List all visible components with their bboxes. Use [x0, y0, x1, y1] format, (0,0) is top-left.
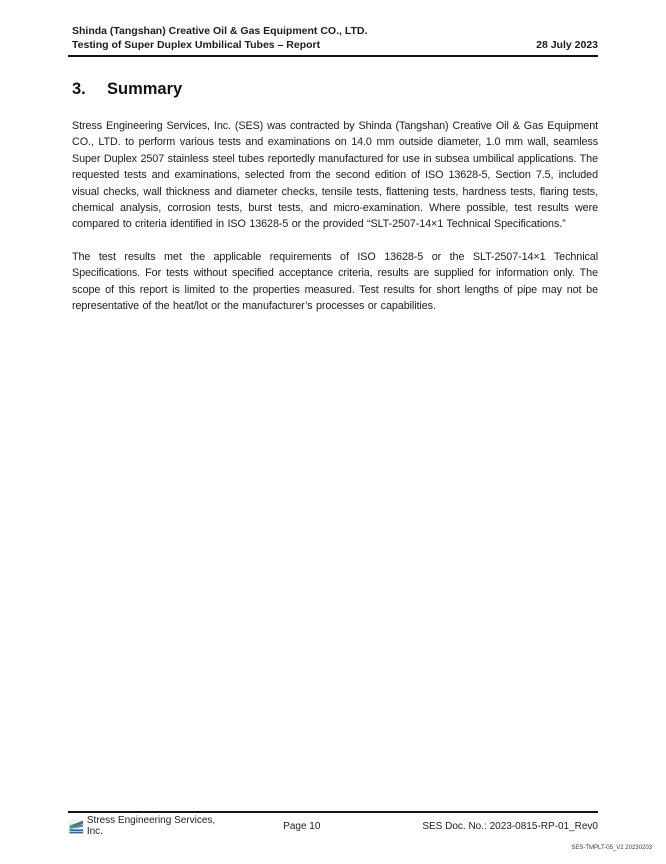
header-company: Shinda (Tangshan) Creative Oil & Gas Equipment CO., LTD.	[72, 25, 368, 37]
header-title-row	[68, 38, 598, 52]
header-doc-title: Testing of Super Duplex Umbilical Tubes – Report	[72, 39, 321, 51]
summary-body	[72, 118, 598, 330]
page-header	[68, 24, 598, 57]
summary-paragraph-1: Stress Engineering Services, Inc. (SES) was contracted by Shinda (Tangshan) Creative Oil & Gas Equipment CO., LTD. to perform various tests and examinations on 14.0 mm outside diameter, 1.0 mm wall, seamless Super Duplex 2507 stainless steel tubes reportedly manufactured for use in subsea umbilical applications. The requested tests and examinations, selected from the second edition of ISO 13628-5, Section 7.5, included visual checks, wall thickness and diameter checks, tensile tests, flattening tests, hardness tests, flaring tests, chemical analysis, corrosion tests, burst tests, and micro-examination. Where possible, test results were compared to criteria identified in ISO 13628-5 or the provided “SLT-2507-14×1 Technical Specifications.”	[72, 120, 598, 231]
footer-template-reference: SES-TMPLT-05_V2 20230203	[571, 845, 652, 851]
section-title: Summary	[107, 80, 183, 98]
footer-left	[68, 815, 224, 837]
summary-paragraph-2: The test results met the applicable requirements of ISO 13628-5 or the SLT-2507-14×1 Technical Specifications. For tests without specified acceptance criteria, results are supplied for information only. The scope of this report is limited to the properties measured. Test results for short lengths of pipe may not be representative of the heat/lot or the manufacturer’s processes or capabilities.	[72, 250, 598, 313]
section-number: 3.	[72, 80, 86, 98]
footer-page-number: Page 10	[283, 820, 321, 832]
header-date: 28 July 2023	[536, 39, 598, 51]
page-footer	[68, 815, 598, 837]
section-heading	[72, 80, 596, 99]
footer-company: Stress Engineering Services, Inc.	[86, 815, 216, 837]
footer-divider	[68, 811, 598, 813]
ses-logo-icon	[68, 819, 84, 834]
footer-doc-number: SES Doc. No.: 2023-0815-RP-01_Rev0	[422, 820, 598, 832]
